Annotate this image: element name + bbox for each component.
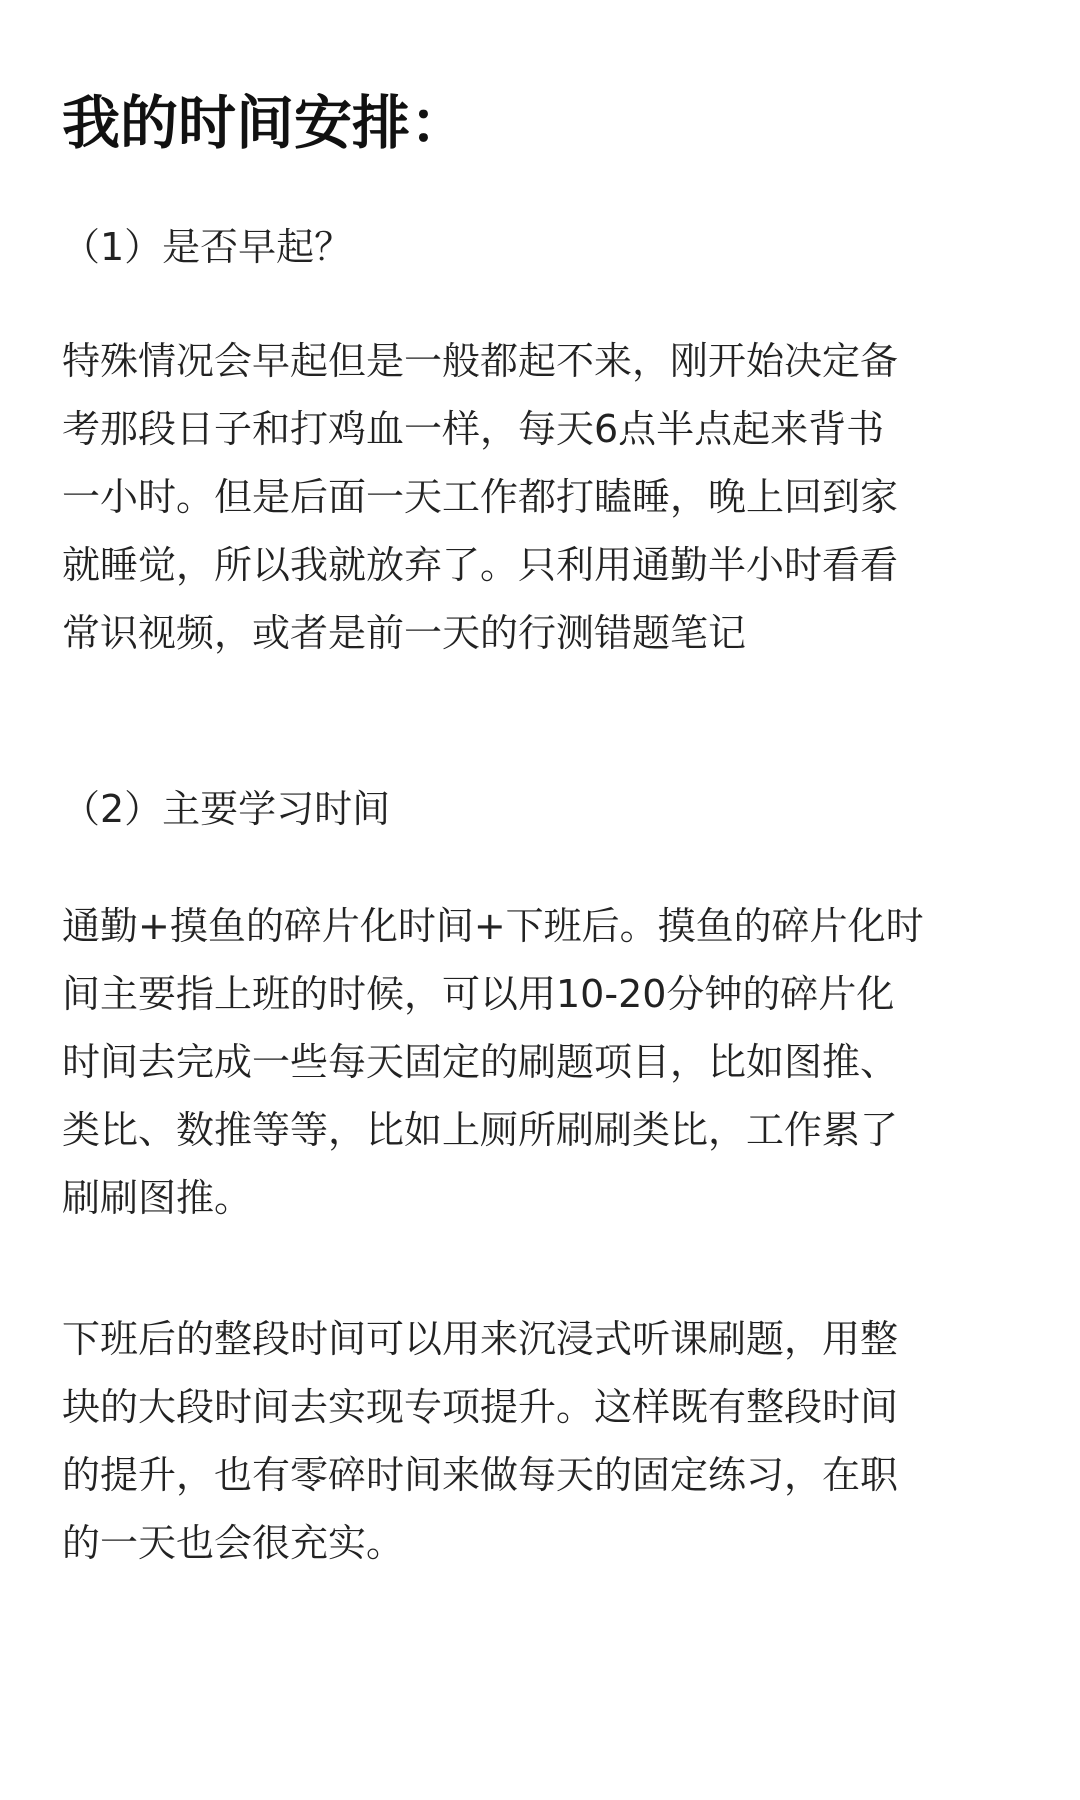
paragraph-early-rising	[62, 327, 1022, 667]
paragraph-line: 下班后的整段时间可以用来沉浸式听课刷题，用整	[62, 1317, 899, 1361]
paragraph-line: 特殊情况会早起但是一般都起不来，刚开始决定备	[62, 339, 899, 383]
paragraph-line: 时间去完成一些每天固定的刷题项目，比如图推、	[62, 1040, 899, 1084]
paragraph-line: 考那段日子和打鸡血一样，每天6点半点起来背书	[62, 407, 885, 451]
paragraph-line: 常识视频，或者是前一天的行测错题笔记	[62, 611, 747, 655]
paragraph-line: 的提升，也有零碎时间来做每天的固定练习，在职	[62, 1453, 899, 1497]
paragraph-line: 块的大段时间去实现专项提升。这样既有整段时间	[62, 1385, 899, 1429]
paragraph-line: 类比、数推等等，比如上厕所刷刷类比，工作累了	[62, 1108, 899, 1152]
paragraph-line: 刷刷图推。	[62, 1176, 253, 1220]
paragraph-line: 间主要指上班的时候，可以用10-20分钟的碎片化	[62, 972, 895, 1016]
section-heading-early-rising: （1）是否早起？	[62, 225, 353, 269]
section-heading-study-time: （2）主要学习时间	[62, 787, 391, 831]
paragraph-study-time	[62, 892, 1022, 1232]
paragraph-after-work	[62, 1305, 1022, 1577]
paragraph-line: 的一天也会很充实。	[62, 1521, 405, 1565]
paragraph-line: 一小时。但是后面一天工作都打瞌睡，晚上回到家	[62, 475, 899, 519]
paragraph-line: 就睡觉，所以我就放弃了。只利用通勤半小时看看	[62, 543, 899, 587]
paragraph-line: 通勤+摸鱼的碎片化时间+下班后。摸鱼的碎片化时	[62, 904, 924, 948]
article-title: 我的时间安排：	[62, 89, 469, 157]
